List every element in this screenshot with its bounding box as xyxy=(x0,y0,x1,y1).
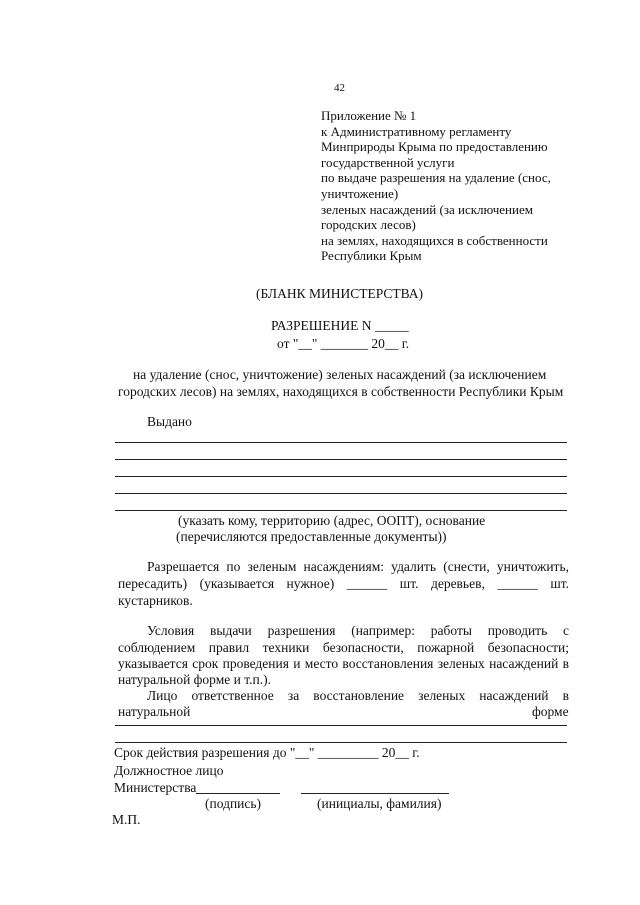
responsible-text: натуральной xyxy=(118,704,191,719)
conditions-text: соблюдением правил техники безопасности, пожарной безопасности; xyxy=(118,640,569,655)
issued-blank-line[interactable] xyxy=(115,459,567,460)
appendix-line: зеленых насаждений (за исключением xyxy=(321,201,533,217)
appendix-line: Республики Крым xyxy=(321,248,422,264)
signature-hint: (подпись) xyxy=(205,796,262,811)
appendix-line: уничтожение) xyxy=(321,185,399,201)
page-number: 42 xyxy=(334,82,345,94)
issued-label: Выдано xyxy=(147,414,192,429)
permit-title: РАЗРЕШЕНИЕ N _____ xyxy=(271,318,409,333)
appendix-line: Минприроды Крыма по предоставлению xyxy=(321,139,548,155)
stamp-label: М.П. xyxy=(112,812,141,827)
subject-line: на удаление (снос, уничтожение) зеленых насаждений (за исключением xyxy=(133,367,547,382)
responsible-blank-line[interactable] xyxy=(115,725,567,726)
issued-hint: (перечисляются предоставленные документы)) xyxy=(176,529,447,544)
permitted-text: кустарников. xyxy=(118,593,193,608)
appendix-line: на землях, находящихся в собственности xyxy=(321,232,548,248)
official-title: Должностное лицо xyxy=(114,763,224,778)
appendix-line: городских лесов) xyxy=(321,217,416,233)
issued-blank-line[interactable] xyxy=(115,476,567,477)
initials-hint: (инициалы, фамилия) xyxy=(317,796,442,811)
permitted-text: Разрешается по зеленым насаждениям: удалить (снести, уничтожить, xyxy=(147,559,569,574)
appendix-line: государственной услуги xyxy=(321,154,455,170)
responsible-text: Лицо ответственное за восстановление зеленых насаждений в xyxy=(147,688,569,703)
issued-blank-line[interactable] xyxy=(115,493,567,494)
issued-hint: (указать кому, территорию (адрес, ООПТ), основание xyxy=(178,513,486,528)
issued-blank-line[interactable] xyxy=(115,510,567,511)
permit-date: от "__" _______ 20__ г. xyxy=(277,336,410,351)
conditions-text: натуральной форме и т.п.). xyxy=(118,672,271,687)
conditions-text: указывается срок проведения и место восстановления зеленых насаждений в xyxy=(118,656,569,671)
blank-header: (БЛАНК МИНИСТЕРСТВА) xyxy=(256,286,424,301)
subject-line: городских лесов) на землях, находящихся в собственности Республики Крым xyxy=(118,384,564,399)
issued-blank-line[interactable] xyxy=(115,442,567,443)
appendix-block xyxy=(321,108,551,264)
appendix-line: Приложение № 1 xyxy=(321,108,417,123)
validity-line: Срок действия разрешения до "__" _________ 20__ г. xyxy=(114,745,420,760)
permitted-text: пересадить) (указывается нужное) ______ шт. деревьев, ______ шт. xyxy=(118,576,569,591)
appendix-line: к Административному регламенту xyxy=(321,123,512,139)
responsible-text: форме xyxy=(532,704,569,719)
official-title: Министерства xyxy=(114,780,197,795)
initials-line[interactable] xyxy=(301,793,449,794)
appendix-line: по выдаче разрешения на удаление (снос, xyxy=(321,170,551,186)
conditions-text: Условия выдачи разрешения (например: работы проводить с xyxy=(147,623,569,638)
responsible-blank-line[interactable] xyxy=(115,742,567,743)
signature-line[interactable] xyxy=(196,793,280,794)
